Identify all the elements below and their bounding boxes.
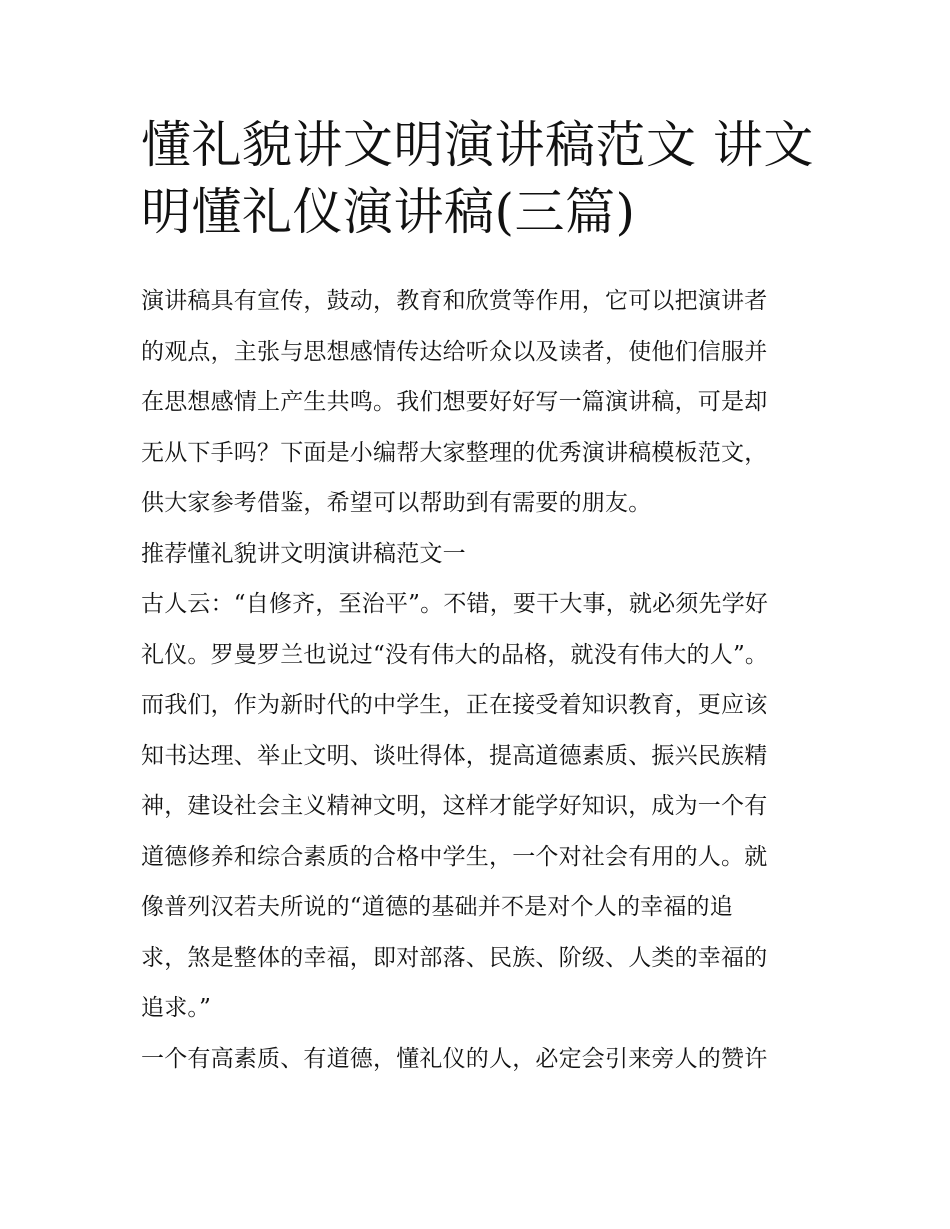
- paragraph-line: 求，煞是整体的幸福，即对部落、民族、阶级、人类的幸福的: [141, 944, 768, 971]
- paragraph-line: 知书达理、举止文明、谈吐得体，提高道德素质、振兴民族精: [141, 742, 768, 769]
- document-title: [141, 112, 821, 246]
- paragraph-line: 古人云：“自修齐，至治平”。不错，要干大事，就必须先学好: [141, 591, 769, 617]
- intro-line: 无从下手吗？下面是小编帮大家整理的优秀演讲稿模板范文，: [141, 439, 768, 466]
- paragraph-line: 像普列汉若夫所说的“道德的基础并不是对个人的幸福的追: [141, 894, 733, 920]
- paragraph-line: 而我们，作为新时代的中学生，正在接受着知识教育，更应该: [141, 692, 768, 718]
- intro-line: 供大家参考借鉴，希望可以帮助到有需要的朋友。: [141, 490, 652, 516]
- paragraph-line: 礼仪。罗曼罗兰也说过“没有伟大的品格，就没有伟大的人”。: [141, 641, 769, 668]
- intro-line: 的观点，主张与思想感情传达给听众以及读者，使他们信服并: [141, 338, 768, 365]
- section-heading: 推荐懂礼貌讲文明演讲稿范文一: [141, 540, 466, 567]
- title-line: 懂礼貌讲文明演讲稿范文 讲文: [141, 116, 814, 174]
- paragraph-line: 神，建设社会主义精神文明，这样才能学好知识，成为一个有: [141, 793, 768, 819]
- intro-line: 演讲稿具有宣传，鼓动，教育和欣赏等作用，它可以把演讲者: [141, 288, 768, 314]
- intro-line: 在思想感情上产生共鸣。我们想要好好写一篇演讲稿，可是却: [141, 389, 768, 415]
- paragraph-line: 道德修养和综合素质的合格中学生，一个对社会有用的人。就: [141, 843, 768, 870]
- title-line: 明懂礼仪演讲稿(三篇): [141, 183, 636, 241]
- paragraph-line: 一个有高素质、有道德，懂礼仪的人，必定会引来旁人的赞许: [141, 1045, 768, 1072]
- document-body: [141, 276, 831, 1084]
- paragraph-line: 追求。”: [141, 995, 212, 1021]
